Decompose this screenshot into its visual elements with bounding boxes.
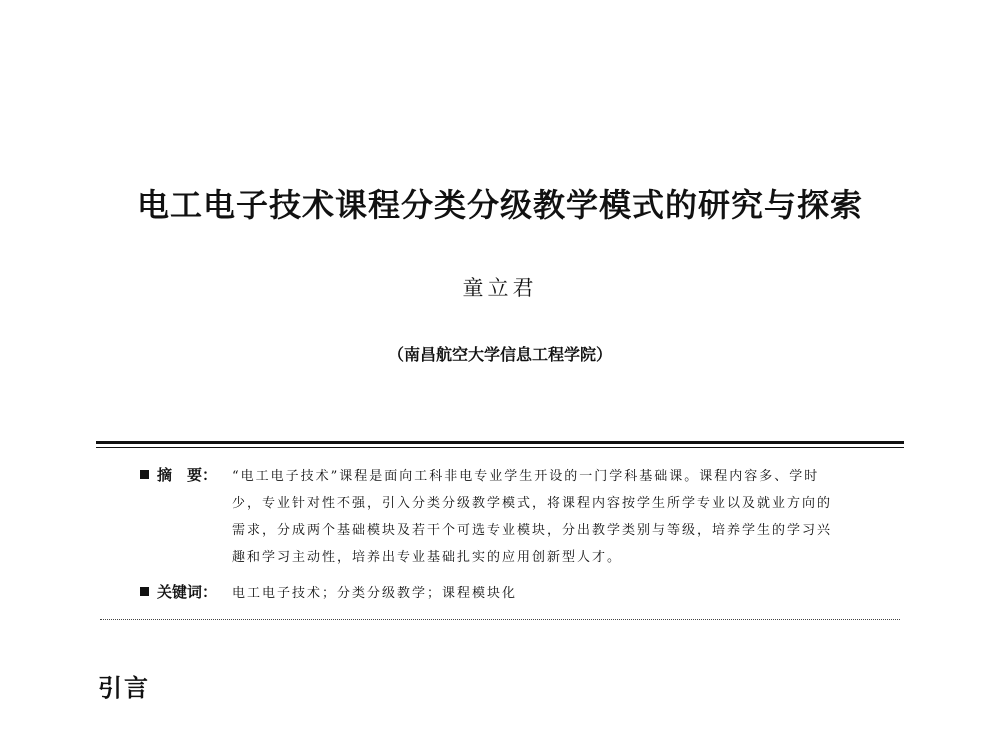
keywords-label-separator: ： xyxy=(202,583,218,601)
keywords-label-text: 关键词 xyxy=(157,583,203,601)
abstract-line: 需求，分成两个基础模块及若干个可选专业模块，分出教学类别与等级，培养学生的学习兴 xyxy=(232,523,833,538)
paper-author: 童立君 xyxy=(462,276,538,300)
paper-title: 电工电子技术课程分类分级教学模式的研究与探索 xyxy=(136,186,863,224)
header-rule-thick xyxy=(96,441,904,444)
header-rule-thin xyxy=(96,447,904,448)
abstract-line: 少，专业针对性不强，引入分类分级教学模式，将课程内容按学生所学专业以及就业方向的 xyxy=(232,496,833,511)
bullet-square-icon xyxy=(140,470,149,479)
abstract-line: “电工电子技术”课程是面向工科非电专业学生开设的一门学科基础课。课程内容多、学时 xyxy=(232,469,820,484)
abstract-line: 趣和学习主动性，培养出专业基础扎实的应用创新型人才。 xyxy=(232,550,623,565)
keywords-text: 电工电子技术；分类分级教学；课程模块化 xyxy=(232,586,518,601)
abstract-label xyxy=(140,464,217,485)
section-heading: 引言 xyxy=(98,674,150,702)
paper-affiliation: （南昌航空大学信息工程学院） xyxy=(387,345,612,364)
dotted-divider xyxy=(100,619,900,620)
abstract-body xyxy=(232,463,908,571)
keywords-label xyxy=(140,581,217,602)
bullet-square-icon xyxy=(140,587,149,596)
abstract-label-separator: ： xyxy=(202,466,218,484)
abstract-label-text: 摘 要 xyxy=(157,466,203,484)
